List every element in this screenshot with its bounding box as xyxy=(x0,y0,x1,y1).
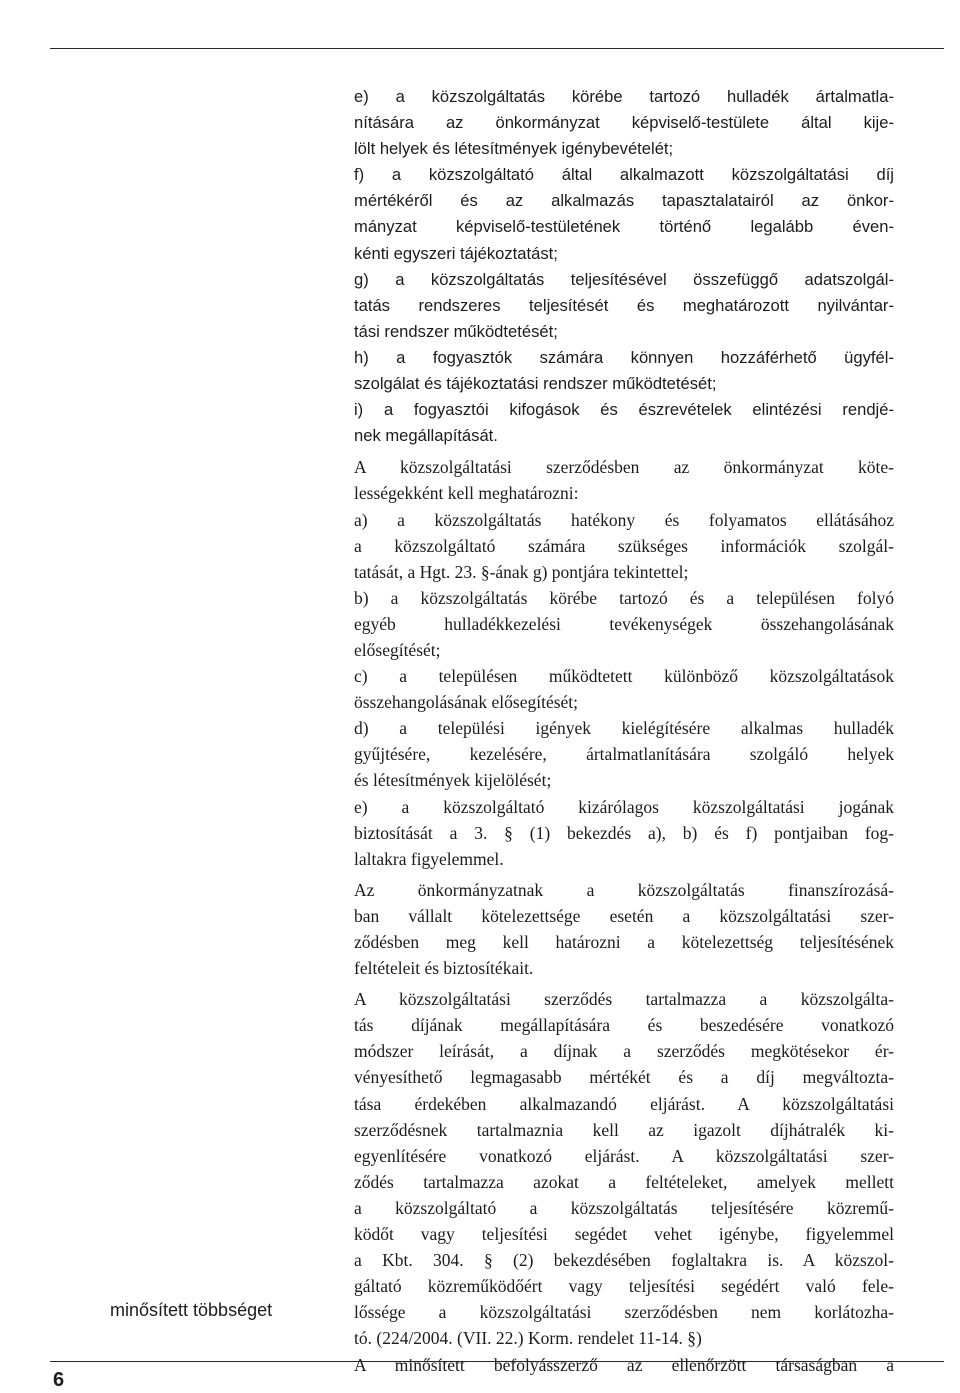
text-line: egyéb hulladékkezelési tevékenységek összehangolásának xyxy=(354,613,894,634)
text-line: tatását, a Hgt. 23. §-ának g) pontjára tekintettel; xyxy=(354,561,689,582)
text-line: egyenlítésére vonatkozó eljárást. A közszolgáltatási szer- xyxy=(354,1145,894,1166)
text-line: ban vállalt kötelezettsége esetén a közszolgáltatási szer- xyxy=(354,905,894,926)
text-line: laltakra figyelemmel. xyxy=(354,848,504,869)
text-line: A közszolgáltatási szerződés tartalmazza a közszolgálta- xyxy=(354,989,894,1010)
text-line: gáltató közreműködőért vagy teljesítési segédért való fele- xyxy=(354,1276,894,1297)
body-text xyxy=(354,84,894,1378)
text-line: g) a közszolgáltatás teljesítésével összefüggő adatszolgál- xyxy=(354,269,894,289)
text-line: ződésben meg kell határozni a kötelezettség teljesítésének xyxy=(354,932,894,952)
text-line: vényesíthető legmagasabb mértékét és a díj megváltozta- xyxy=(354,1067,894,1088)
text-line: feltételeit és biztosítékait. xyxy=(354,958,534,979)
text-line: e) a közszolgáltató kizárólagos közszolgáltatási jogának xyxy=(354,796,894,817)
text-line: ződés tartalmazza azokat a feltételeket, amelyek mellett xyxy=(354,1171,894,1192)
text-line: módszer leírását, a díjnak a szerződés megkötésekor ér- xyxy=(354,1041,894,1062)
text-line: e) a közszolgáltatás körébe tartozó hulladék ártalmatla- xyxy=(354,87,894,106)
text-line: f) a közszolgáltató által alkalmazott közszolgáltatási díj xyxy=(354,165,894,185)
text-line: mértékéről és az alkalmazás tapasztalatairól az önkor- xyxy=(354,191,894,211)
text-line: nek megállapítását. xyxy=(354,426,498,446)
text-line: tatás rendszeres teljesítését és meghatározott nyilvántar- xyxy=(354,295,894,315)
text-line: Az önkormányzatnak a közszolgáltatás finanszírozásá- xyxy=(354,879,894,900)
text-line: összehangolásának elősegítését; xyxy=(354,692,579,713)
text-line: tó. (224/2004. (VII. 22.) Korm. rendelet 11-14. §) xyxy=(354,1328,702,1349)
page-number: 6 xyxy=(53,1369,65,1391)
text-line: gyűjtésére, kezelésére, ártalmatlanítására szolgáló helyek xyxy=(354,744,894,765)
text-line: szolgálat és tájékoztatási rendszer működtetését; xyxy=(354,374,717,394)
text-line: b) a közszolgáltatás körébe tartozó és a településen folyó xyxy=(354,587,894,608)
text-line: biztosítását a 3. § (1) bekezdés a), b) és f) pontjaiban fog- xyxy=(354,822,894,843)
text-line: szerződésnek tartalmaznia kell az igazolt díjhátralék ki- xyxy=(354,1119,894,1140)
text-line: lőssége a közszolgáltatási szerződésben nem korlátozha- xyxy=(354,1302,894,1323)
text-line: h) a fogyasztók számára könnyen hozzáférhető ügyfél- xyxy=(354,347,894,367)
top-rule xyxy=(50,48,944,49)
text-line: tás díjának megállapítására és beszedésére vonatkozó xyxy=(354,1015,894,1036)
text-line: A minősített befolyásszerző az ellenőrzött társaságban a xyxy=(354,1354,894,1375)
text-line: lességekként kell meghatározni: xyxy=(354,483,579,504)
text-line: a Kbt. 304. § (2) bekezdésében foglaltakra is. A közszol- xyxy=(354,1250,894,1271)
text-line: A közszolgáltatási szerződésben az önkormányzat köte- xyxy=(354,457,894,478)
text-line: a közszolgáltató a közszolgáltatás teljesítésére közremű- xyxy=(354,1197,894,1218)
text-line: kénti egyszeri tájékoztatást; xyxy=(354,243,558,263)
text-line: d) a települési igények kielégítésére alkalmas hulladék xyxy=(354,718,894,739)
text-line: ködőt vagy teljesítési segédet vehet igénybe, figyelemmel xyxy=(354,1224,894,1245)
text-line: a) a közszolgáltatás hatékony és folyamatos ellátásához xyxy=(354,509,894,530)
margin-note: minősített többséget xyxy=(110,1300,273,1320)
text-line: i) a fogyasztói kifogások és észrevételek elintézési rendjé- xyxy=(354,400,894,420)
text-line: nítására az önkormányzat képviselő-testülete által kije- xyxy=(354,113,894,133)
bottom-rule xyxy=(50,1361,944,1362)
text-line: elősegítését; xyxy=(354,639,441,660)
text-line: és létesítmények kijelölését; xyxy=(354,770,552,791)
text-line: c) a településen működtetett különböző közszolgáltatások xyxy=(354,666,894,687)
text-line: tása érdekében alkalmazandó eljárást. A közszolgáltatási xyxy=(354,1093,894,1114)
text-line: a közszolgáltató számára szükséges információk szolgál- xyxy=(354,535,894,556)
text-line: mányzat képviselő-testületének történő legalább éven- xyxy=(354,217,894,237)
text-line: lölt helyek és létesítmények igénybevételét; xyxy=(354,139,674,159)
text-line: tási rendszer működtetését; xyxy=(354,321,558,341)
